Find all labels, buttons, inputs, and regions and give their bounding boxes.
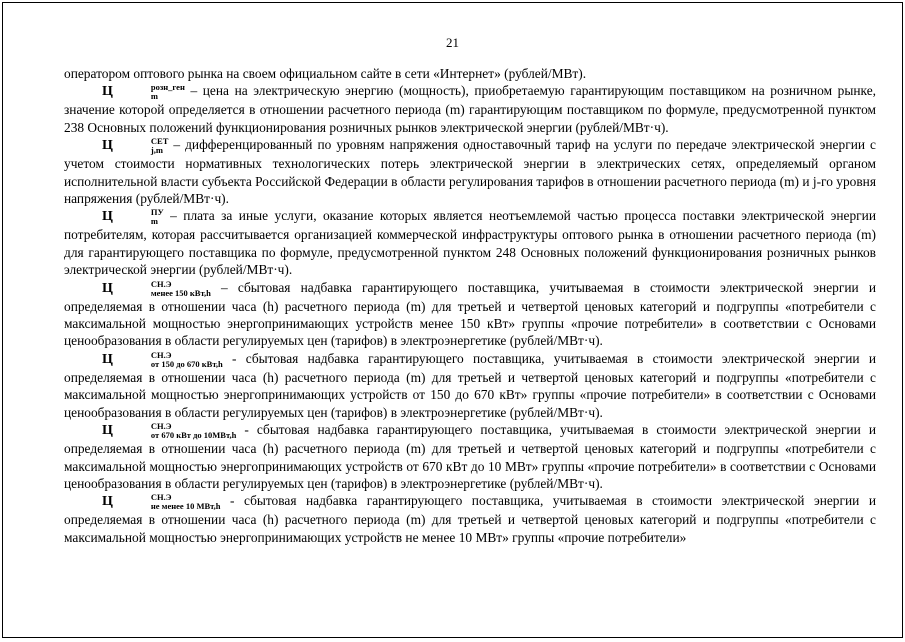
definition-paragraph	[64, 82, 876, 136]
document-page	[2, 2, 903, 638]
definition-text: - сбытовая надбавка гарантирующего поставщика, учитываемая в стоимости электрической энергии и определяемая в отношении часа (h) расчетного периода (m) для третьей и четвертой ценовых категорий и подгруппы «потребители с максимальной мощностью энергопринимающих устройств не менее 10 МВт» группы «прочие потребители»	[64, 493, 876, 545]
formula-symbol: Ц ПУ m	[102, 207, 164, 227]
definition-paragraph	[64, 136, 876, 207]
definition-text: – дифференцированный по уровням напряжения одноставочный тариф на услуги по передаче электрической энергии с учетом стоимости нормативных технологических потерь электрической энергии в электрических сетях, определяемый органом исполнительной власти субъекта Российской Федерации в области регулирования тарифов в отношении расчетного периода (m) и j-го уровня напряжения (рублей/МВт·ч).	[64, 137, 876, 207]
formula-symbol: Ц СН.Э от 150 до 670 кВт,h	[102, 349, 223, 369]
definition-paragraph	[64, 492, 876, 546]
document-body	[64, 65, 876, 546]
formula-symbol: Ц СН.Э от 670 кВт до 10МВт,h	[102, 421, 237, 441]
definition-paragraph	[64, 279, 876, 350]
formula-symbol: Ц СН.Э менее 150 кВт,h	[102, 278, 211, 298]
formula-symbol: Ц СЕТ j,m	[102, 136, 169, 156]
definition-paragraph	[64, 207, 876, 278]
definition-text: – цена на электрическую энергию (мощность), приобретаемую гарантирующим поставщиком на розничном рынке, значение которой определяется в отношении расчетного периода (m) гарантирующим поставщиком по формуле, предусмотренной пунктом 238 Основных положений функционирования розничных рынков электрической энергии (рублей/МВт·ч).	[64, 83, 876, 135]
definition-text: - сбытовая надбавка гарантирующего поставщика, учитываемая в стоимости электрической энергии и определяемая в отношении часа (h) расчетного периода (m) для третьей и четвертой ценовых категорий и подгруппы «потребители с максимальной мощностью энергопринимающих устройств от 670 кВт до 10 МВт» группы «прочие потребители» в соответствии с Основами ценообразования в области регулируемых цен (тарифов) в электроэнергетике (рублей/МВт·ч).	[64, 422, 876, 491]
formula-symbol: Ц розн_ген m	[102, 82, 185, 102]
formula-symbol: Ц СН.Э не менее 10 МВт,h	[102, 492, 221, 512]
definition-paragraph	[64, 421, 876, 492]
intro-paragraph: оператором оптового рынка на своем официальном сайте в сети «Интернет» (рублей/МВт).	[64, 66, 587, 81]
definition-text: – плата за иные услуги, оказание которых является неотъемлемой частью процесса поставки электрической энергии потребителям, которая рассчитывается организацией коммерческой инфраструктуры оптового рынка в отношении расчетного периода (m) для гарантирующего поставщика по формуле, предусмотренной пунктом 248 Основных положений функционирования розничных рынков электрической энергии (рублей/МВт·ч).	[64, 208, 876, 278]
definition-paragraph	[64, 350, 876, 421]
definition-text: – сбытовая надбавка гарантирующего поставщика, учитываемая в стоимости электрической энергии и определяемая в отношении часа (h) расчетного периода (m) для третьей и четвертой ценовых категорий и подгруппы «потребители с максимальной мощностью энергопринимающих устройств менее 150 кВт» группы «прочие потребители» в соответствии с Основами ценообразования в области регулируемых цен (тарифов) в электроэнергетике (рублей/МВт·ч).	[64, 279, 876, 349]
page-number: 21	[446, 35, 459, 50]
definition-text: - сбытовая надбавка гарантирующего поставщика, учитываемая в стоимости электрической энергии и определяемая в отношении часа (h) расчетного периода (m) для третьей и четвертой ценовых категорий и подгруппы «потребители с максимальной мощностью энергопринимающих устройств от 150 до 670 кВт» группы «прочие потребители» в соответствии с Основами ценообразования в области регулируемых цен (тарифов) в электроэнергетике (рублей/МВт·ч).	[64, 350, 876, 420]
